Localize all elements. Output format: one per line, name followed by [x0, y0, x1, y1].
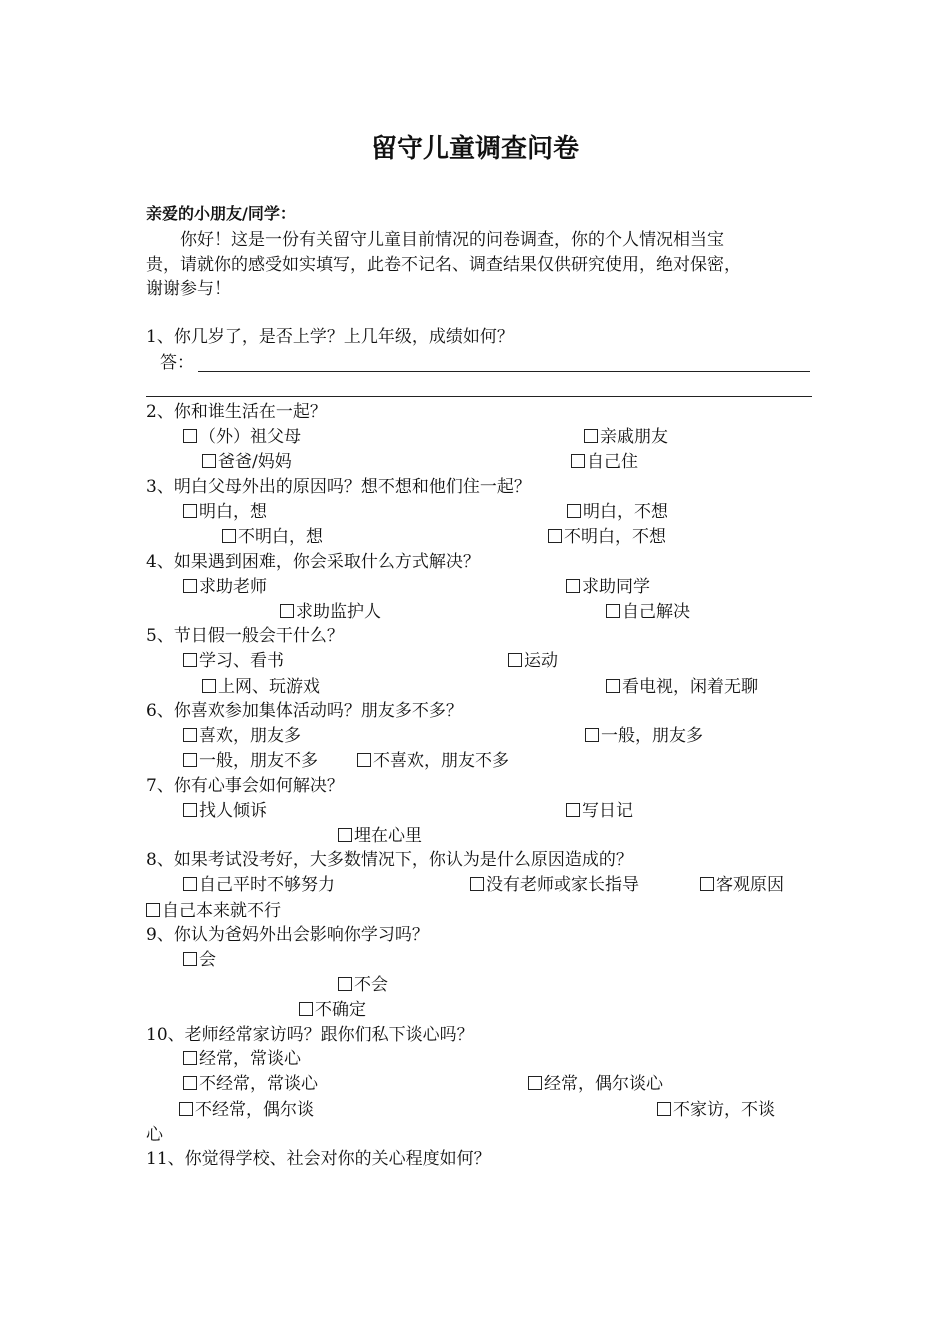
option[interactable]: 上网、玩游戏	[202, 676, 320, 698]
checkbox-icon[interactable]	[567, 504, 581, 518]
checkbox-icon[interactable]	[606, 604, 620, 618]
option[interactable]: 埋在心里	[338, 825, 422, 847]
checkbox-icon[interactable]	[571, 454, 585, 468]
question-3: 3、明白父母外出的原因吗？想不想和他们住一起？	[146, 477, 531, 497]
option[interactable]: 写日记	[566, 800, 633, 822]
option[interactable]: 经常，常谈心	[183, 1048, 301, 1070]
option-wrap-text: 心	[146, 1125, 163, 1145]
checkbox-icon[interactable]	[183, 1076, 197, 1090]
option[interactable]: 运动	[508, 650, 558, 672]
question-11: 11、你觉得学校、社会对你的关心程度如何？	[146, 1149, 491, 1169]
checkbox-icon[interactable]	[179, 1102, 193, 1116]
checkbox-icon[interactable]	[657, 1102, 671, 1116]
checkbox-icon[interactable]	[183, 1051, 197, 1065]
checkbox-icon[interactable]	[566, 579, 580, 593]
checkbox-icon[interactable]	[183, 429, 197, 443]
checkbox-icon[interactable]	[338, 828, 352, 842]
checkbox-icon[interactable]	[183, 504, 197, 518]
option[interactable]: 明白，想	[183, 501, 267, 523]
question-4: 4、如果遇到困难，你会采取什么方式解决？	[146, 552, 480, 572]
option[interactable]: 不明白，不想	[548, 526, 666, 548]
option[interactable]: 不确定	[299, 999, 366, 1021]
question-10: 10、老师经常家访吗？跟你们私下谈心吗？	[146, 1025, 474, 1045]
answer-label: 答：	[160, 353, 194, 373]
checkbox-icon[interactable]	[584, 429, 598, 443]
option[interactable]: 经常，偶尔谈心	[528, 1073, 663, 1095]
question-6: 6、你喜欢参加集体活动吗？朋友多不多？	[146, 701, 463, 721]
checkbox-icon[interactable]	[528, 1076, 542, 1090]
checkbox-icon[interactable]	[183, 877, 197, 891]
option[interactable]: 不喜欢，朋友不多	[357, 750, 509, 772]
checkbox-icon[interactable]	[146, 903, 160, 917]
checkbox-icon[interactable]	[183, 728, 197, 742]
checkbox-icon[interactable]	[183, 653, 197, 667]
option[interactable]: 不明白，想	[222, 526, 323, 548]
checkbox-icon[interactable]	[338, 977, 352, 991]
intro-line-3: 谢谢参与！	[146, 279, 231, 299]
option[interactable]: 求助同学	[566, 576, 650, 598]
option[interactable]: 不经常，常谈心	[183, 1073, 318, 1095]
page-title: 留守儿童调查问卷	[370, 134, 579, 164]
option[interactable]: 不经常，偶尔谈	[179, 1099, 314, 1121]
checkbox-icon[interactable]	[183, 579, 197, 593]
checkbox-icon[interactable]	[470, 877, 484, 891]
checkbox-icon[interactable]	[700, 877, 714, 891]
option[interactable]: 一般，朋友不多	[183, 750, 318, 772]
checkbox-icon[interactable]	[183, 753, 197, 767]
option[interactable]: 看电视，闲着无聊	[606, 676, 758, 698]
option[interactable]: 客观原因	[700, 874, 784, 896]
question-2: 2、你和谁生活在一起？	[146, 402, 327, 422]
checkbox-icon[interactable]	[508, 653, 522, 667]
checkbox-icon[interactable]	[357, 753, 371, 767]
checkbox-icon[interactable]	[183, 952, 197, 966]
option[interactable]: （外）祖父母	[183, 426, 301, 448]
question-5: 5、节日假一般会干什么？	[146, 626, 344, 646]
checkbox-icon[interactable]	[202, 679, 216, 693]
option[interactable]: 亲戚朋友	[584, 426, 668, 448]
checkbox-icon[interactable]	[183, 803, 197, 817]
option[interactable]: 一般，朋友多	[585, 725, 703, 747]
option[interactable]: 找人倾诉	[183, 800, 267, 822]
option[interactable]: 不会	[338, 974, 388, 996]
greeting: 亲爱的小朋友/同学：	[146, 204, 296, 223]
checkbox-icon[interactable]	[299, 1002, 313, 1016]
checkbox-icon[interactable]	[202, 454, 216, 468]
option[interactable]: 爸爸/妈妈	[202, 451, 292, 473]
option[interactable]: 学习、看书	[183, 650, 284, 672]
option[interactable]: 自己住	[571, 451, 638, 473]
option[interactable]: 自己平时不够努力	[183, 874, 335, 896]
option[interactable]: 明白，不想	[567, 501, 668, 523]
intro-line-2: 贵，请就你的感受如实填写，此卷不记名、调查结果仅供研究使用，绝对保密，	[146, 255, 741, 275]
intro-line-1: 你好！这是一份有关留守儿童目前情况的问卷调查，你的个人情况相当宝	[180, 230, 724, 250]
option[interactable]: 求助老师	[183, 576, 267, 598]
answer-line-1[interactable]	[198, 371, 810, 372]
checkbox-icon[interactable]	[222, 529, 236, 543]
option[interactable]: 自己本来就不行	[146, 900, 281, 922]
option[interactable]: 喜欢，朋友多	[183, 725, 301, 747]
option[interactable]: 不家访，不谈	[657, 1099, 775, 1121]
question-1: 1、你几岁了，是否上学？上几年级，成绩如何？	[146, 327, 514, 347]
answer-line-2[interactable]	[146, 396, 812, 397]
checkbox-icon[interactable]	[585, 728, 599, 742]
option[interactable]: 求助监护人	[280, 601, 381, 623]
checkbox-icon[interactable]	[606, 679, 620, 693]
option[interactable]: 会	[183, 949, 216, 971]
checkbox-icon[interactable]	[280, 604, 294, 618]
checkbox-icon[interactable]	[548, 529, 562, 543]
checkbox-icon[interactable]	[566, 803, 580, 817]
question-9: 9、你认为爸妈外出会影响你学习吗？	[146, 925, 429, 945]
question-7: 7、你有心事会如何解决？	[146, 776, 344, 796]
option[interactable]: 没有老师或家长指导	[470, 874, 639, 896]
option[interactable]: 自己解决	[606, 601, 690, 623]
question-8: 8、如果考试没考好，大多数情况下，你认为是什么原因造成的？	[146, 850, 633, 870]
